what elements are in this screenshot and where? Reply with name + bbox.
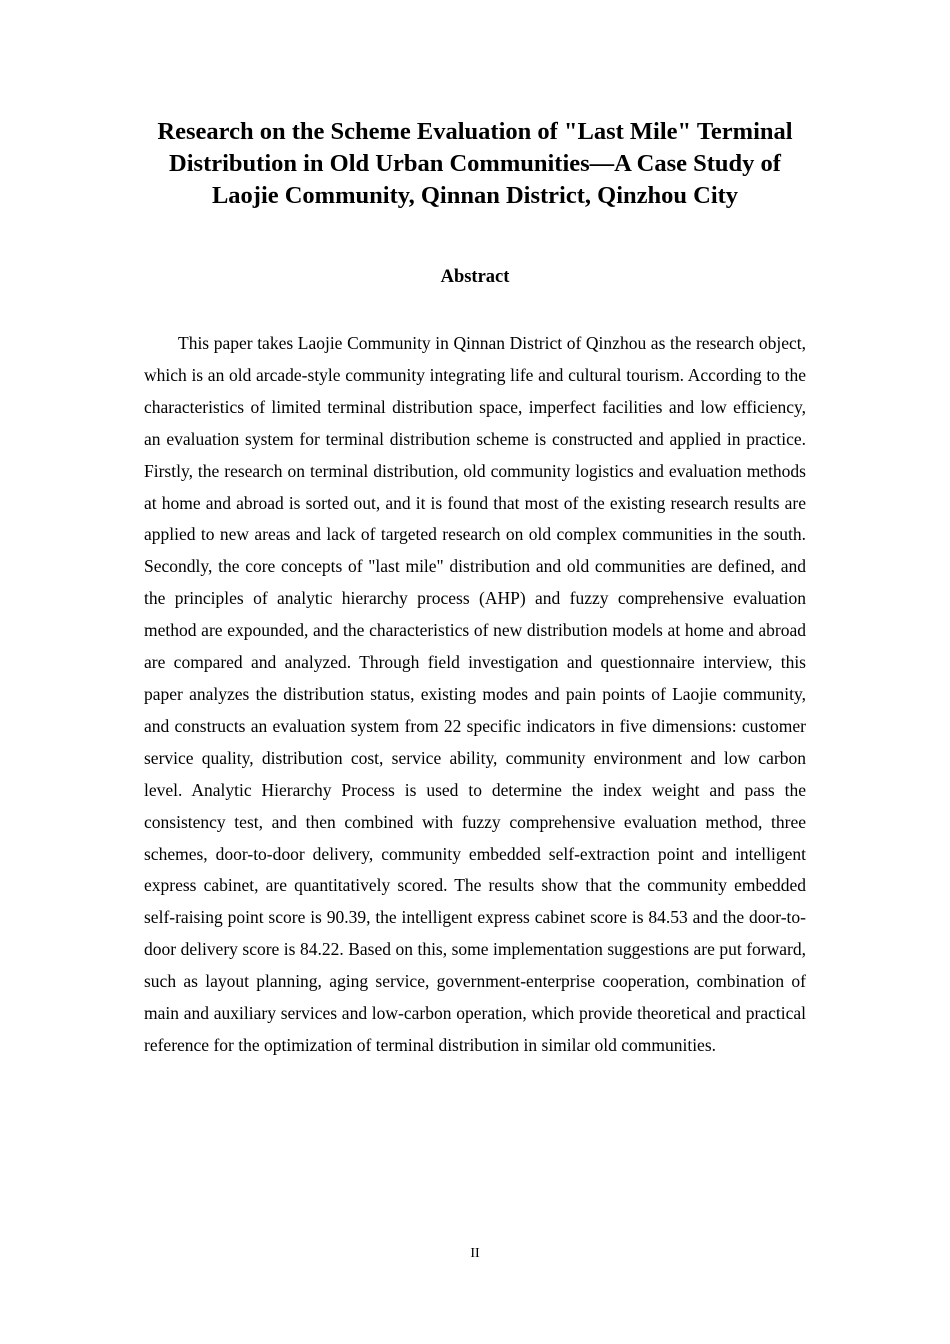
abstract-paragraph: This paper takes Laojie Community in Qinnan District of Qinzhou as the research object, which is an old arcade-style community integrating life and cultural tourism. According to the characteristics of limited terminal distribution space, imperfect facilities and low efficiency, an evaluation system for terminal distribution scheme is constructed and applied in practice. Firstly, the research on terminal distribution, old community logistics and evaluation methods at home and abroad is sorted out, and it is found that most of the existing research results are applied to new areas and lack of targeted research on old complex communities in the south. Secondly, the core concepts of "last mile" distribution and old communities are defined, and the principles of analytic hierarchy process (AHP) and fuzzy comprehensive evaluation method are expounded, and the characteristics of new distribution models at home and abroad are compared and analyzed. Through field investigation and questionnaire interview, this paper analyzes the distribution status, existing modes and pain points of Laojie community, and constructs an evaluation system from 22 specific indicators in five dimensions: customer service quality, distribution cost, service ability, community environment and low carbon level. Analytic Hierarchy Process is used to determine the index weight and pass the consistency test, and then combined with fuzzy comprehensive evaluation method, three schemes, door-to-door delivery, community embedded self-extraction point and intelligent express cabinet, are quantitatively scored. The results show that the community embedded self-raising point score is 90.39, the intelligent express cabinet score is 84.53 and the door-to-door delivery score is 84.22. Based on this, some implementation suggestions are put forward, such as layout planning, aging service, government-enterprise cooperation, combination of main and auxiliary services and low-carbon operation, which provide theoretical and practical reference for the optimization of terminal distribution in similar old communities. xyxy=(144,333,806,1055)
page-number: II xyxy=(470,1246,480,1261)
paper-title: Research on the Scheme Evaluation of "Last Mile" Terminal Distribution in Old Urban Communities—A Case Study of Laojie Community, Qinnan District, Qinzhou City xyxy=(157,118,793,209)
abstract-heading: Abstract xyxy=(440,267,510,287)
